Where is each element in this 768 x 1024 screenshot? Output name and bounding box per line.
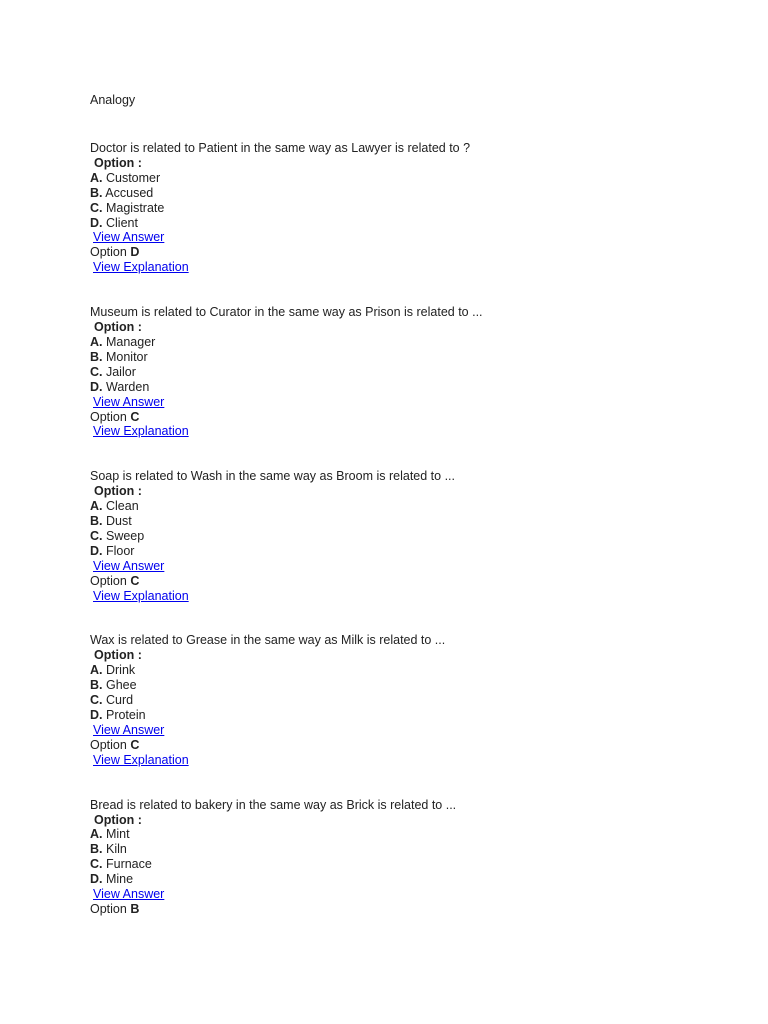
answer-line xyxy=(90,245,730,260)
option-letter: A. xyxy=(90,827,103,842)
option-letter: A. xyxy=(90,663,103,678)
answer-line xyxy=(90,738,730,753)
option-letter: A. xyxy=(90,334,103,349)
option-letter: B. xyxy=(90,514,103,529)
question-text: Wax is related to Grease in the same way as Milk is related to ... xyxy=(90,633,446,648)
view-explanation-link[interactable]: View Explanation xyxy=(93,752,189,767)
option-item xyxy=(90,529,730,544)
option-text: Mine xyxy=(105,872,134,887)
option-item xyxy=(90,663,730,678)
option-item xyxy=(90,708,730,723)
option-letter: D. xyxy=(90,872,103,887)
page-title: Analogy xyxy=(90,93,136,107)
option-letter: D. xyxy=(90,379,103,394)
question-block xyxy=(90,798,730,917)
view-answer-link[interactable]: View Answer xyxy=(93,230,165,245)
option-letter: B. xyxy=(90,185,103,200)
option-text: Floor xyxy=(105,543,135,558)
option-item xyxy=(90,842,730,857)
answer-letter: C xyxy=(130,737,140,752)
option-text: Magistrate xyxy=(105,200,165,215)
answer-prefix: Option xyxy=(90,409,127,424)
option-letter: A. xyxy=(90,170,103,185)
document-page xyxy=(90,92,730,947)
option-text: Kiln xyxy=(105,842,127,857)
option-text: Mint xyxy=(105,827,130,842)
option-item xyxy=(90,171,730,186)
question-text: Soap is related to Wash in the same way as Broom is related to ... xyxy=(90,469,455,484)
option-letter: D. xyxy=(90,543,103,558)
option-text: Client xyxy=(105,215,138,230)
answer-line xyxy=(90,574,730,589)
option-letter: B. xyxy=(90,678,103,693)
option-item xyxy=(90,693,730,708)
option-item xyxy=(90,216,730,231)
option-text: Accused xyxy=(105,185,154,200)
option-text: Drink xyxy=(105,663,136,678)
view-explanation-link[interactable]: View Explanation xyxy=(93,588,189,603)
option-text: Clean xyxy=(105,499,139,514)
option-letter: C. xyxy=(90,857,103,872)
option-item xyxy=(90,186,730,201)
option-letter: B. xyxy=(90,842,103,857)
option-item xyxy=(90,499,730,514)
option-item xyxy=(90,350,730,365)
option-item xyxy=(90,380,730,395)
view-answer-link[interactable]: View Answer xyxy=(93,558,165,573)
question-text: Museum is related to Curator in the same way as Prison is related to ... xyxy=(90,305,483,320)
option-text: Customer xyxy=(105,170,161,185)
option-item xyxy=(90,857,730,872)
option-item xyxy=(90,827,730,842)
question-text: Bread is related to bakery in the same way as Brick is related to ... xyxy=(90,797,457,812)
option-item xyxy=(90,514,730,529)
option-text: Warden xyxy=(105,379,150,394)
option-letter: C. xyxy=(90,693,103,708)
question-block xyxy=(90,633,730,767)
option-heading: Option : xyxy=(94,155,142,170)
question-block xyxy=(90,141,730,275)
answer-letter: C xyxy=(130,409,140,424)
question-block xyxy=(90,305,730,439)
option-text: Sweep xyxy=(105,528,145,543)
option-text: Manager xyxy=(105,334,156,349)
answer-letter: D xyxy=(130,245,140,260)
option-heading: Option : xyxy=(94,484,142,499)
option-text: Furnace xyxy=(105,857,152,872)
option-item xyxy=(90,365,730,380)
view-answer-link[interactable]: View Answer xyxy=(93,722,165,737)
answer-letter: C xyxy=(130,573,140,588)
answer-line xyxy=(90,902,730,917)
option-heading: Option : xyxy=(94,812,142,827)
option-text: Monitor xyxy=(105,349,148,364)
option-item xyxy=(90,544,730,559)
option-letter: A. xyxy=(90,499,103,514)
view-explanation-link[interactable]: View Explanation xyxy=(93,424,189,439)
view-answer-link[interactable]: View Answer xyxy=(93,887,165,902)
option-text: Dust xyxy=(105,514,132,529)
option-item xyxy=(90,201,730,216)
option-letter: B. xyxy=(90,349,103,364)
answer-prefix: Option xyxy=(90,573,127,588)
answer-prefix: Option xyxy=(90,245,127,260)
view-explanation-link[interactable]: View Explanation xyxy=(93,260,189,275)
option-item xyxy=(90,678,730,693)
option-text: Protein xyxy=(105,708,146,722)
question-text: Doctor is related to Patient in the same way as Lawyer is related to ? xyxy=(90,141,471,155)
option-text: Ghee xyxy=(105,678,137,693)
option-heading: Option : xyxy=(94,320,142,335)
question-block xyxy=(90,469,730,603)
option-letter: D. xyxy=(90,215,103,230)
option-text: Curd xyxy=(105,693,134,708)
option-text: Jailor xyxy=(105,364,136,379)
view-answer-link[interactable]: View Answer xyxy=(93,394,165,409)
answer-line xyxy=(90,410,730,425)
option-letter: D. xyxy=(90,708,103,722)
answer-prefix: Option xyxy=(90,737,127,752)
option-letter: C. xyxy=(90,364,103,379)
option-item xyxy=(90,335,730,350)
option-heading: Option : xyxy=(94,648,142,663)
answer-letter: B xyxy=(130,901,140,916)
option-letter: C. xyxy=(90,528,103,543)
option-letter: C. xyxy=(90,200,103,215)
option-item xyxy=(90,872,730,887)
answer-prefix: Option xyxy=(90,901,127,916)
